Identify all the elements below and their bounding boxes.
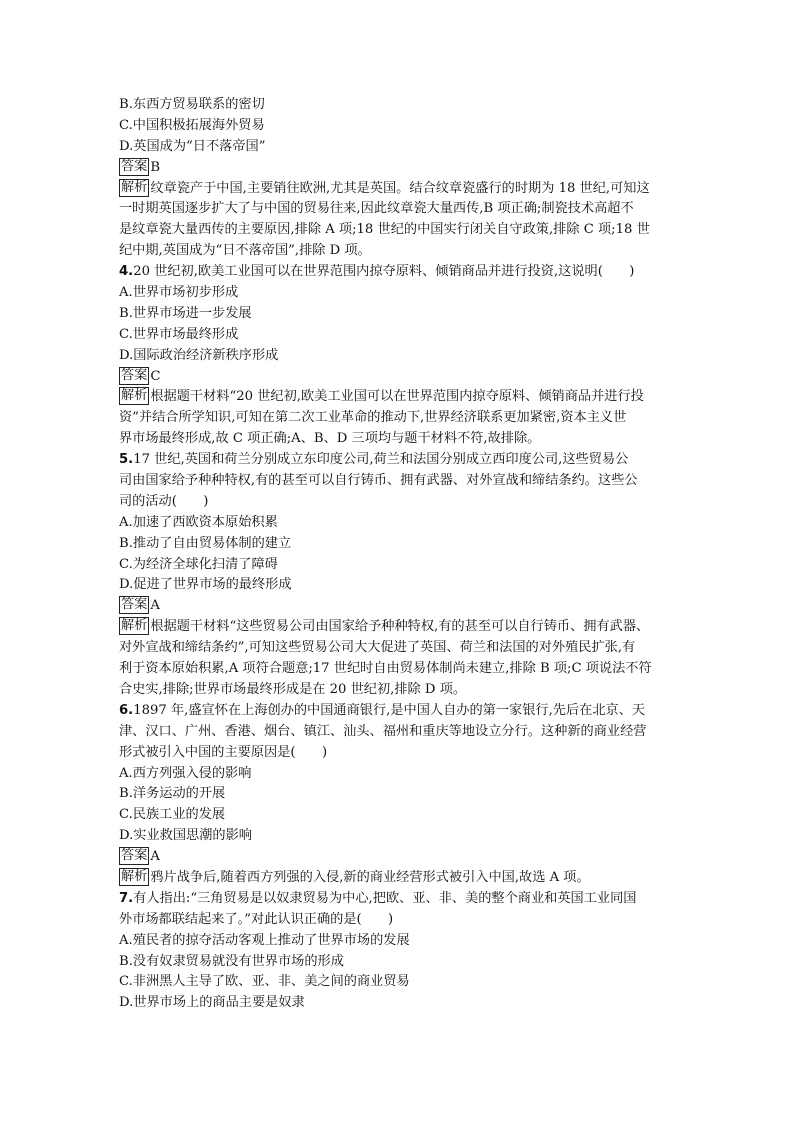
analysis-text: 资”并结合所学知识,可知在第二次工业革命的推动下,世界经济联系更加紧密,资本主义世 bbox=[119, 410, 627, 426]
option-line: C.非洲黑人主导了欧、亚、非、美之间的商业贸易 bbox=[119, 974, 410, 990]
analysis-line bbox=[119, 408, 679, 429]
option-line: A.殖民者的掠夺活动客观上推动了世界市场的发展 bbox=[119, 932, 410, 948]
question-text: 外市场都联结起来了。”对此认识正确的是( ) bbox=[119, 911, 394, 927]
option-line: A.加速了西欧资本原始积累 bbox=[119, 514, 278, 530]
analysis-tag: 解析 bbox=[121, 868, 148, 884]
answer-value: A bbox=[150, 598, 160, 614]
option-line: C.世界市场最终形成 bbox=[119, 326, 239, 342]
answer-tag: 答案 bbox=[121, 158, 148, 174]
option-line: D.世界市场上的商品主要是奴隶 bbox=[119, 995, 305, 1011]
option-line: C.中国积极拓展海外贸易 bbox=[119, 117, 265, 133]
analysis-text: 纹章瓷产于中国,主要销往欧洲,尤其是英国。结合纹章瓷盛行的时期为 18 世纪,可知这 bbox=[150, 180, 650, 196]
question-line bbox=[119, 262, 679, 283]
analysis-line bbox=[119, 868, 679, 889]
analysis-line bbox=[119, 617, 679, 638]
analysis-tag: 解析 bbox=[121, 388, 148, 404]
analysis-line bbox=[119, 199, 679, 220]
option-line: B.东西方贸易联系的密切 bbox=[119, 97, 265, 112]
answer-line bbox=[119, 847, 679, 868]
question-text: 1897 年,盛宣怀在上海创办的中国通商银行,是中国人自办的第一家银行,先后在北京、天 bbox=[133, 702, 646, 718]
answer-value: B bbox=[150, 159, 161, 175]
answer-line bbox=[119, 158, 679, 179]
question-number: 4. bbox=[119, 264, 134, 280]
question-text: 津、汉口、广州、香港、烟台、镇江、汕头、福州和重庆等地设立分行。这种新的商业经营 bbox=[119, 723, 647, 739]
analysis-text: 合史实,排除;世界市场最终形成是在 20 世纪初,排除 D 项。 bbox=[119, 681, 467, 697]
analysis-text: 对外宣战和缔结条约”,可知这些贸易公司大大促进了英国、荷兰和法国的对外殖民扩张,有 bbox=[119, 640, 636, 656]
option-line: A.世界市场初步形成 bbox=[119, 285, 239, 301]
analysis-text: 界市场最终形成,故 C 项正确;A、B、D 三项均与题干材料不符,故排除。 bbox=[119, 431, 541, 447]
question-line bbox=[119, 722, 679, 743]
document-body bbox=[119, 95, 679, 1014]
option-line: B.没有奴隶贸易就没有世界市场的形成 bbox=[119, 953, 344, 969]
question-number: 6. bbox=[119, 702, 134, 718]
option-line: B.世界市场进一步发展 bbox=[119, 305, 252, 321]
analysis-text: 一时期英国逐步扩大了与中国的贸易往来,因此纹章瓷大量西传,B 项正确;制瓷技术高超不 bbox=[119, 201, 634, 217]
analysis-text: 根据题干材料“20 世纪初,欧美工业国可以在世界范围内掠夺原料、倾销商品并进行投 bbox=[150, 389, 644, 405]
option-line: C.民族工业的发展 bbox=[119, 807, 226, 823]
analysis-text: 是纹章瓷大量西传的主要原因,排除 A 项;18 世纪的中国实行闭关自守政策,排除 C 项;18 世 bbox=[119, 222, 650, 238]
answer-line bbox=[119, 367, 679, 388]
question-line bbox=[119, 492, 679, 513]
question-text: 形式被引入中国的主要原因是( ) bbox=[119, 744, 328, 760]
question-text: 司由国家给予种种特权,有的甚至可以自行铸币、拥有武器、对外宣战和缔结条约。这些公 bbox=[119, 473, 638, 489]
question-line bbox=[119, 471, 679, 492]
question-line bbox=[119, 450, 679, 471]
question-line bbox=[119, 889, 679, 910]
option-line: C.为经济全球化扫清了障碍 bbox=[119, 556, 278, 572]
question-number: 5. bbox=[119, 452, 134, 468]
analysis-tag: 解析 bbox=[121, 618, 148, 634]
option-line: B.推动了自由贸易体制的建立 bbox=[119, 535, 292, 551]
answer-tag: 答案 bbox=[121, 597, 148, 613]
analysis-tag: 解析 bbox=[121, 179, 148, 195]
analysis-line bbox=[119, 680, 679, 701]
analysis-text: 鸦片战争后,随着西方列强的入侵,新的商业经营形式被引入中国,故选 A 项。 bbox=[150, 869, 590, 885]
analysis-text: 根据题干材料“这些贸易公司由国家给予种种特权,有的甚至可以自行铸币、拥有武器、 bbox=[150, 619, 650, 635]
question-text: 司的活动( ) bbox=[119, 493, 209, 509]
question-line bbox=[119, 910, 679, 931]
question-text: 有人指出:“三角贸易是以奴隶贸易为中心,把欧、亚、非、美的整个商业和英国工业同国 bbox=[133, 890, 637, 906]
question-line bbox=[119, 701, 679, 722]
question-text: 20 世纪初,欧美工业国可以在世界范围内掠夺原料、倾销商品并进行投资,这说明( ) bbox=[133, 264, 635, 280]
option-line: D.国际政治经济新秩序形成 bbox=[119, 347, 279, 363]
question-text: 17 世纪,英国和荷兰分别成立东印度公司,荷兰和法国分别成立西印度公司,这些贸易公 bbox=[133, 452, 629, 468]
option-line: D.实业救国思潮的影响 bbox=[119, 828, 252, 844]
answer-tag: 答案 bbox=[121, 848, 148, 864]
option-line: D.英国成为“日不落帝国” bbox=[119, 138, 266, 154]
answer-line bbox=[119, 596, 679, 617]
analysis-line bbox=[119, 429, 679, 450]
answer-tag: 答案 bbox=[121, 367, 148, 383]
question-number: 7. bbox=[119, 890, 134, 906]
analysis-line bbox=[119, 387, 679, 408]
analysis-text: 纪中期,英国成为“日不落帝国”,排除 D 项。 bbox=[119, 243, 371, 259]
analysis-line bbox=[119, 241, 679, 262]
answer-value: C bbox=[150, 368, 161, 384]
option-line: D.促进了世界市场的最终形成 bbox=[119, 577, 292, 593]
question-line bbox=[119, 743, 679, 764]
analysis-text: 利于资本原始积累,A 项符合题意;17 世纪时自由贸易体制尚未建立,排除 B 项;C 项说法不符 bbox=[119, 661, 652, 677]
option-line: B.洋务运动的开展 bbox=[119, 786, 226, 802]
analysis-line bbox=[119, 638, 679, 659]
answer-value: A bbox=[150, 849, 160, 865]
analysis-line bbox=[119, 659, 679, 680]
option-line: A.西方列强入侵的影响 bbox=[119, 765, 252, 781]
analysis-line bbox=[119, 220, 679, 241]
analysis-line bbox=[119, 179, 679, 200]
